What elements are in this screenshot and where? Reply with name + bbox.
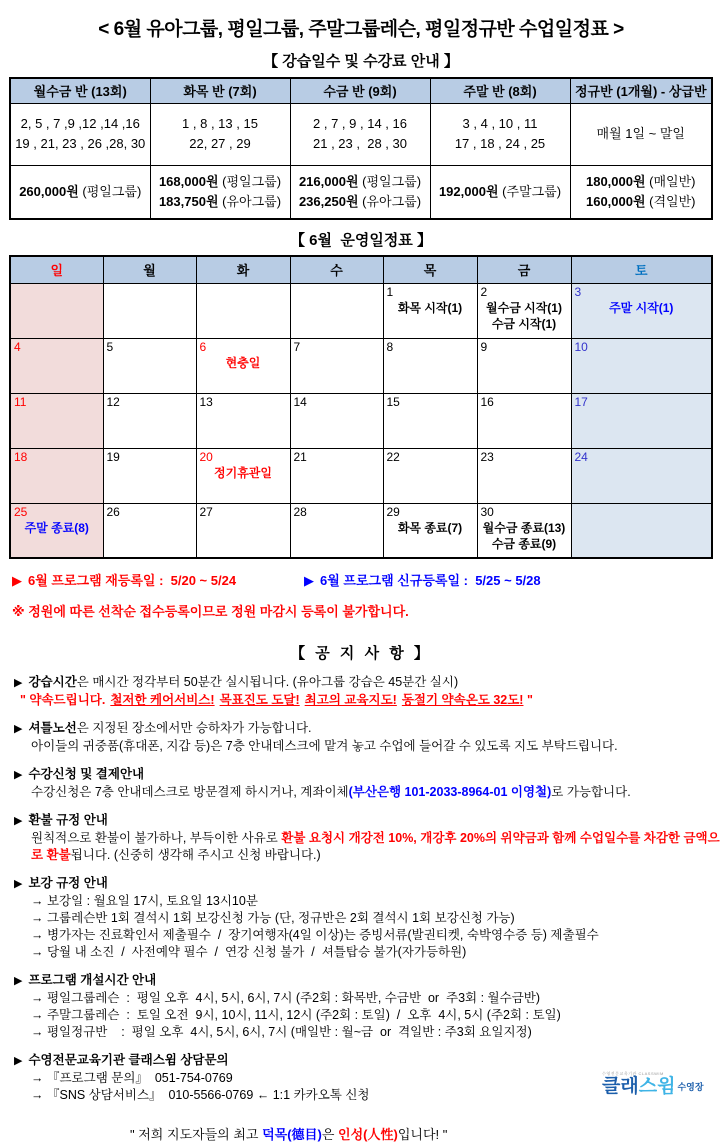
calendar-cell bbox=[477, 283, 571, 338]
calendar-event: 주말 시작(1) bbox=[609, 300, 674, 315]
weekday-header-sun: 일 bbox=[10, 256, 103, 283]
day-number: 5 bbox=[106, 339, 114, 354]
triangle-bullet-icon: ▶ bbox=[14, 677, 23, 689]
re-registration-period: ▶ 6월 프로그램 재등록일 : 5/20 ~ 5/24 bbox=[12, 573, 237, 588]
arrow-icon: → bbox=[31, 1025, 47, 1039]
day-number: 3 bbox=[574, 284, 582, 299]
logo-tagline: 수영전문교육기관 CLASSWIM bbox=[602, 1071, 664, 1076]
fee-col-header: 주말 반 (8회) bbox=[430, 78, 570, 103]
bottom-quote: " 저희 지도자들의 최고 덕목(德目)은 인성(人性)입니다! " bbox=[130, 1127, 448, 1142]
calendar-cell bbox=[103, 503, 196, 558]
day-number: 16 bbox=[480, 394, 494, 409]
calendar-cell bbox=[10, 448, 103, 503]
fee-amounts-row bbox=[10, 165, 712, 219]
day-number: 30 bbox=[480, 504, 494, 519]
new-registration-period: ▶ 6월 프로그램 신규등록일 : 5/25 ~ 5/28 bbox=[304, 573, 541, 588]
weekday-header-mon: 월 bbox=[103, 256, 196, 283]
day-number: 11 bbox=[14, 394, 27, 409]
fee-col-header: 화목 반 (7회) bbox=[150, 78, 290, 103]
calendar-week-row bbox=[10, 448, 712, 503]
logo-side-label: 수영장 bbox=[677, 1082, 704, 1092]
registration-dates-line bbox=[12, 570, 722, 589]
day-number: 21 bbox=[293, 449, 307, 464]
triangle-bullet-icon: ▶ bbox=[14, 769, 23, 781]
program-phone: 『프로그램 문의』 051-754-0769 bbox=[46, 1071, 233, 1085]
calendar-cell bbox=[196, 448, 290, 503]
bank-account: (부산은행 101-2033-8964-01 이영철) bbox=[348, 785, 552, 799]
day-number: 22 bbox=[386, 449, 400, 464]
fee-table bbox=[9, 77, 713, 220]
calendar-cell bbox=[290, 338, 383, 393]
calendar-cell bbox=[571, 448, 712, 503]
calendar-event: 수금 시작(1) bbox=[491, 316, 557, 331]
day-number: 2 bbox=[480, 284, 488, 299]
june-calendar bbox=[9, 255, 713, 559]
class-dates-cell: 매월 1일 ~ 말일 bbox=[570, 103, 712, 165]
notice-shuttle: ▶ 셔틀노선은 지정된 장소에서만 승하차가 가능합니다. 아이들의 귀중품(휴대폰, 지갑 등)은 7층 안내데스크에 맡겨 놓고 수업에 들어갈 수 있도록 지도 부탁드립니다. bbox=[14, 721, 618, 753]
classwim-logo bbox=[602, 1071, 712, 1097]
day-number: 7 bbox=[293, 339, 301, 354]
triangle-bullet-icon: ▶ bbox=[14, 878, 23, 890]
calendar-cell bbox=[103, 448, 196, 503]
day-number: 1 bbox=[386, 284, 394, 299]
calendar-cell bbox=[196, 283, 290, 338]
calendar-cell bbox=[383, 338, 477, 393]
fee-amount-cell: 192,000원 (주말그룹) bbox=[430, 165, 570, 219]
arrow-icon: → bbox=[31, 945, 47, 959]
day-number: 6 bbox=[199, 339, 207, 354]
calendar-cell bbox=[103, 283, 196, 338]
calendar-week-row bbox=[10, 393, 712, 448]
day-number: 10 bbox=[574, 339, 588, 354]
day-number: 25 bbox=[14, 504, 28, 519]
calendar-cell bbox=[383, 283, 477, 338]
calendar-cell bbox=[477, 393, 571, 448]
fee-col-header: 수금 반 (9회) bbox=[290, 78, 430, 103]
calendar-cell bbox=[103, 338, 196, 393]
weekday-header-sat: 토 bbox=[571, 256, 712, 283]
calendar-event: 정기휴관일 bbox=[214, 465, 272, 480]
logo-wordmark: 클래스윔 bbox=[602, 1076, 676, 1097]
fee-amount-cell: 216,000원 (평일그룹) 236,250원 (유아그룹) bbox=[290, 165, 430, 219]
notices-heading: 【 공 지 사 항 】 bbox=[290, 645, 432, 662]
triangle-bullet-icon: ▶ bbox=[14, 815, 23, 827]
refund-penalty-text: 환불 요청시 개강전 10%, 개강후 20%의 위약금과 함께 수업일수를 차감한 금액으로 환불 bbox=[31, 831, 720, 862]
triangle-bullet-icon: ▶ bbox=[14, 1055, 23, 1067]
day-number: 18 bbox=[14, 449, 28, 464]
calendar-cell bbox=[196, 393, 290, 448]
arrow-icon: → bbox=[31, 991, 47, 1005]
calendar-cell bbox=[290, 283, 383, 338]
arrow-icon: → bbox=[31, 1071, 47, 1085]
calendar-event: 수금 종료(9) bbox=[491, 536, 557, 551]
day-number: 27 bbox=[199, 504, 213, 519]
capacity-note: ※ 정원에 따른 선착순 접수등록이므로 정원 마감시 등록이 불가합니다. bbox=[12, 604, 409, 619]
calendar-cell bbox=[10, 393, 103, 448]
calendar-event: 주말 종료(8) bbox=[24, 520, 89, 535]
calendar-event: 화목 시작(1) bbox=[397, 300, 463, 315]
day-number: 29 bbox=[386, 504, 400, 519]
day-number: 26 bbox=[106, 504, 120, 519]
fee-table-header-row bbox=[10, 78, 712, 103]
fee-amount-cell: 260,000원 (평일그룹) bbox=[10, 165, 150, 219]
calendar-cell bbox=[571, 338, 712, 393]
calendar-cell bbox=[10, 338, 103, 393]
day-number: 15 bbox=[386, 394, 400, 409]
calendar-event: 월수금 종료(13) bbox=[482, 520, 566, 535]
calendar-cell bbox=[290, 448, 383, 503]
notice-program-times: ▶ 프로그램 개설시간 안내 → 평일그룹레슨 : 평일 오후 4시, 5시, 6시, 7시 (주2회 : 화목반, 수금반 or 주3회 : 월수금반) → 주말그룹레슨 : 토일 오전 9시, 10시, 11시, 12시 (주2회 : 토일) / 오후 4시, 5시 (주2회 : 토일) → 평일정규반 : 평일 오후 4시, 5시, 6시, 7시 (매일반 : 월~금 or 격일반 : 주3회 요일지정) bbox=[14, 973, 561, 1039]
fee-col-header: 정규반 (1개월) - 상급반 bbox=[570, 78, 712, 103]
calendar-event: 월수금 시작(1) bbox=[486, 300, 562, 315]
notice-contact: ▶ 수영전문교육기관 클래스윔 상담문의 → 『프로그램 문의』 051-754-0769 → 『SNS 상담서비스』 010-5566-0769 ← 1:1 카카오톡 신청 bbox=[14, 1053, 370, 1102]
triangle-bullet-icon: ▶ bbox=[14, 975, 23, 987]
calendar-event: 화목 종료(7) bbox=[397, 520, 463, 535]
calendar-cell bbox=[290, 393, 383, 448]
fee-amount-cell: 168,000원 (평일그룹) 183,750원 (유아그룹) bbox=[150, 165, 290, 219]
sns-phone: 『SNS 상담서비스』 010-5566-0769 ← 1:1 카카오톡 신청 bbox=[46, 1088, 370, 1102]
calendar-cell bbox=[477, 338, 571, 393]
day-number: 14 bbox=[293, 394, 307, 409]
fee-col-header: 월수금 반 (13회) bbox=[10, 78, 150, 103]
fee-amount-cell: 180,000원 (매일반) 160,000원 (격일반) bbox=[570, 165, 712, 219]
calendar-week-row bbox=[10, 283, 712, 338]
promise-line: " 약속드립니다. 철저한 케어서비스! 목표진도 도달! 최고의 교육지도! 동절기 약속온도 32도! " bbox=[20, 693, 533, 707]
triangle-bullet-icon: ▶ bbox=[304, 573, 314, 588]
calendar-cell bbox=[290, 503, 383, 558]
calendar-week-row bbox=[10, 503, 712, 558]
calendar-weekday-row bbox=[10, 256, 712, 283]
calendar-cell bbox=[571, 503, 712, 558]
calendar-cell bbox=[10, 283, 103, 338]
day-number: 13 bbox=[199, 394, 213, 409]
class-dates-cell: 2 , 7 , 9 , 14 , 16 21 , 23 , 28 , 30 bbox=[290, 103, 430, 165]
day-number: 12 bbox=[106, 394, 120, 409]
triangle-bullet-icon: ▶ bbox=[14, 723, 23, 735]
calendar-cell bbox=[383, 393, 477, 448]
calendar-cell bbox=[571, 393, 712, 448]
weekday-header-thu: 목 bbox=[383, 256, 477, 283]
calendar-event: 현충일 bbox=[225, 355, 261, 370]
calendar-cell bbox=[196, 338, 290, 393]
notice-lesson-time: ▶ 강습시간은 매시간 정각부터 50분간 실시됩니다. (유아그룹 강습은 45분간 실시) " 약속드립니다. 철저한 케어서비스! 목표진도 도달! 최고의 교육지도! 동절기 약속온도 32도! " bbox=[14, 674, 722, 709]
arrow-icon: → bbox=[31, 894, 47, 908]
day-number: 28 bbox=[293, 504, 307, 519]
day-number: 8 bbox=[386, 339, 394, 354]
day-number: 24 bbox=[574, 449, 588, 464]
fee-dates-row bbox=[10, 103, 712, 165]
class-dates-cell: 2, 5 , 7 ,9 ,12 ,14 ,16 19 , 21, 23 , 26 ,28, 30 bbox=[10, 103, 150, 165]
page-title: < 6월 유아그룹, 평일그룹, 주말그룹레슨, 평일정규반 수업일정표 > bbox=[98, 19, 624, 40]
day-number: 17 bbox=[574, 394, 588, 409]
calendar-cell bbox=[196, 503, 290, 558]
day-number: 4 bbox=[14, 339, 21, 354]
day-number: 20 bbox=[199, 449, 213, 464]
arrow-icon: → bbox=[31, 1008, 47, 1022]
calendar-week-row bbox=[10, 338, 712, 393]
arrow-icon: → bbox=[31, 911, 47, 925]
notice-makeup: ▶ 보강 규정 안내 → 보강일 : 월요일 17시, 토요일 13시10분 → 그룹레슨반 1회 결석시 1회 보강신청 가능 (단, 정규반은 2회 결석시 1회 보강신청 가능) → 병가자는 진료확인서 제출필수 / 장기여행자(4일 이상)는 증빙서류(발권티켓, 숙박영수증 등) 제출필수 → 당월 내 소진 / 사전예약 필수 / 연강 신청 불가 / 셔틀탑승 불가(자가등하원) bbox=[14, 876, 599, 959]
calendar-cell bbox=[383, 503, 477, 558]
notice-refund: ▶ 환불 규정 안내 원칙적으로 환불이 불가하나, 부득이한 사유로 환불 요청시 개강전 10%, 개강후 20%의 위약금과 함께 수업일수를 차감한 금액으로 환불됩니다. (신중히 생각해 주시고 신청 바랍니다.) bbox=[14, 813, 720, 862]
calendar-cell bbox=[477, 503, 571, 558]
fee-table-title: 【 강습일수 및 수강료 안내 】 bbox=[263, 53, 459, 70]
weekday-header-tue: 화 bbox=[196, 256, 290, 283]
calendar-cell bbox=[103, 393, 196, 448]
notice-payment: ▶ 수강신청 및 결제안내 수강신청은 7층 안내데스크로 방문결제 하시거나, 계좌이체(부산은행 101-2033-8964-01 이영철)로 가능합니다. bbox=[14, 767, 631, 799]
calendar-cell bbox=[383, 448, 477, 503]
arrow-icon: → bbox=[31, 1088, 47, 1102]
day-number: 19 bbox=[106, 449, 120, 464]
calendar-cell bbox=[10, 503, 103, 558]
calendar-cell bbox=[477, 448, 571, 503]
weekday-header-fri: 금 bbox=[477, 256, 571, 283]
triangle-bullet-icon: ▶ bbox=[12, 573, 22, 588]
weekday-header-wed: 수 bbox=[290, 256, 383, 283]
class-dates-cell: 3 , 4 , 10 , 11 17 , 18 , 24 , 25 bbox=[430, 103, 570, 165]
calendar-cell bbox=[571, 283, 712, 338]
day-number: 23 bbox=[480, 449, 494, 464]
day-number: 9 bbox=[480, 339, 488, 354]
arrow-icon: → bbox=[31, 928, 47, 942]
class-dates-cell: 1 , 8 , 13 , 15 22, 27 , 29 bbox=[150, 103, 290, 165]
calendar-title: 【 6월 운영일정표 】 bbox=[290, 232, 432, 249]
